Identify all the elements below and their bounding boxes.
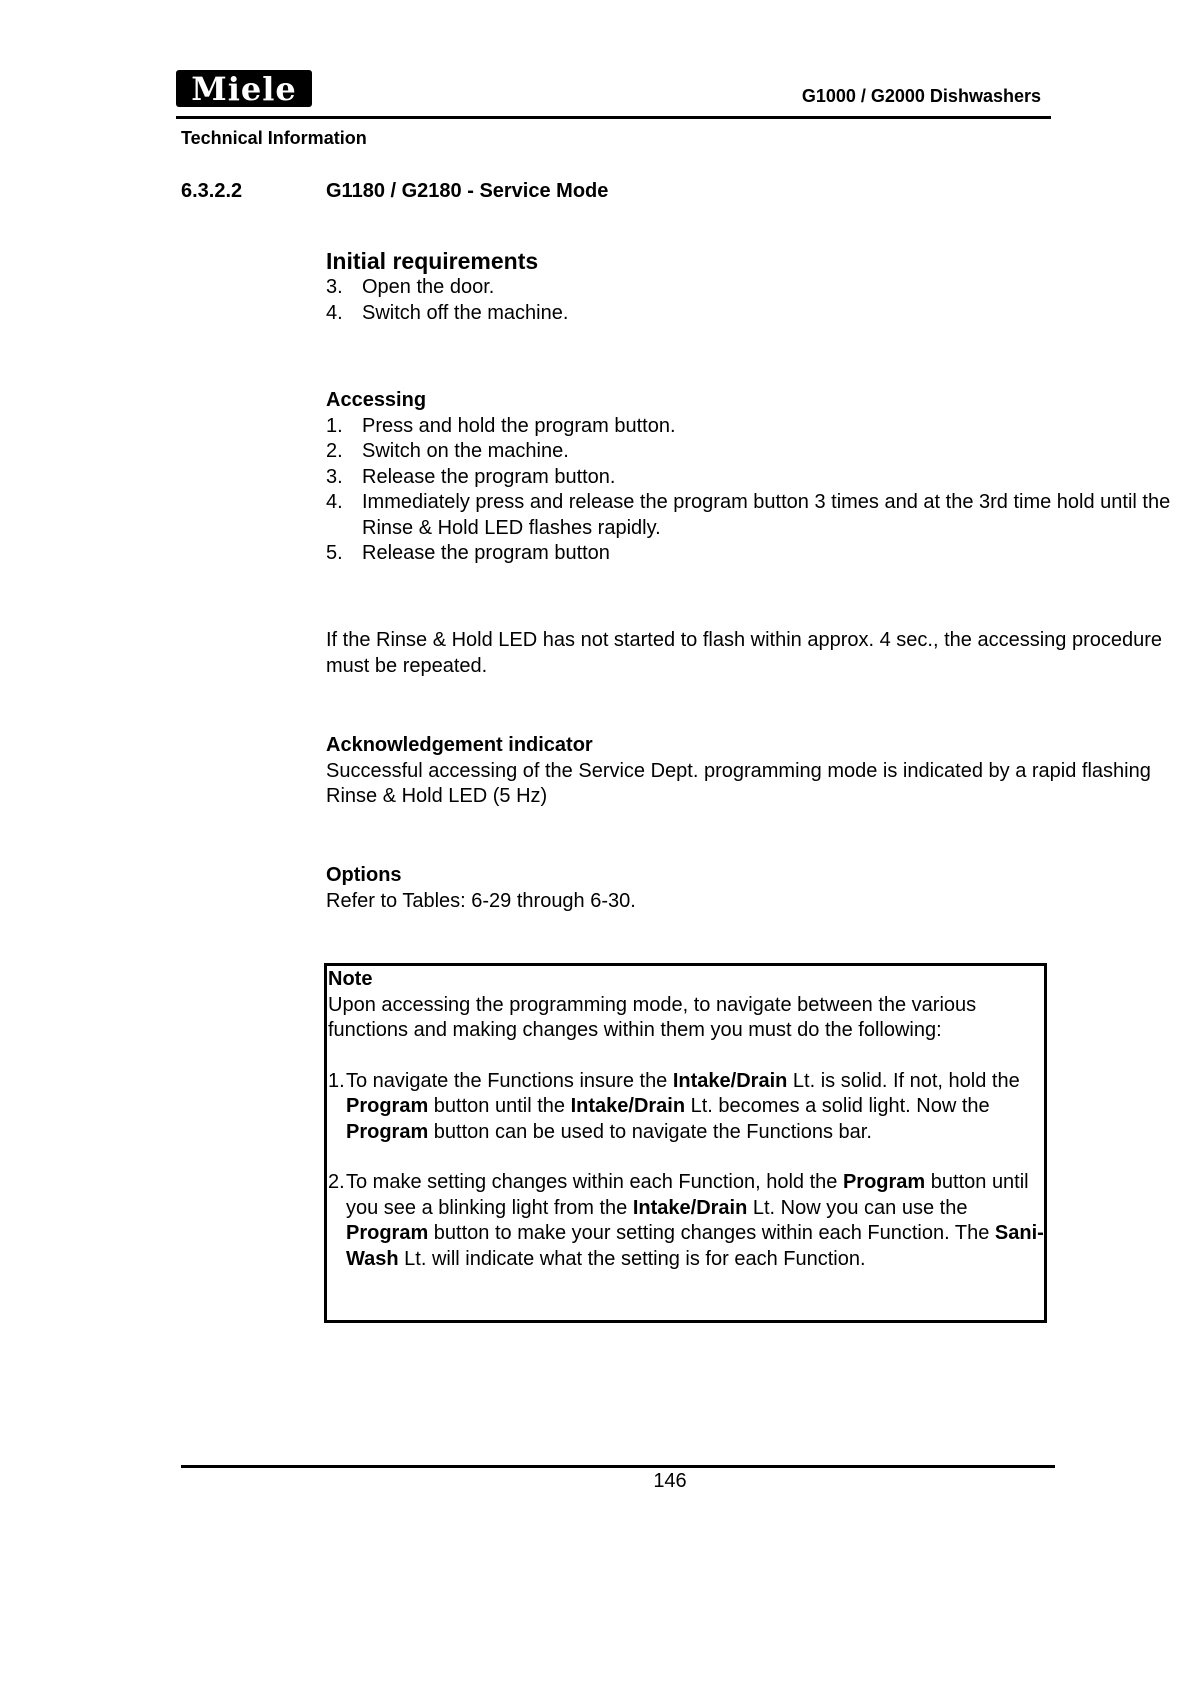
page-number: 146 xyxy=(653,1470,687,1492)
list-item xyxy=(326,414,1171,440)
acknowledgement-text: Successful accessing of the Service Dept. programming mode is indicated by a rapid flashing Rinse & Hold LED (5 Hz) xyxy=(326,759,1151,807)
header-rule xyxy=(176,116,1051,119)
miele-logo xyxy=(176,70,312,107)
note-item-2 xyxy=(328,1170,1044,1272)
list-item xyxy=(326,490,1171,541)
list-item-text: Switch off the machine. xyxy=(362,301,569,324)
acknowledgement-heading: Acknowledgement indicator xyxy=(326,734,593,756)
list-item-number: 4. xyxy=(326,301,343,324)
list-item-number: 4. xyxy=(326,491,343,513)
list-item-number: 1. xyxy=(326,414,343,437)
list-item-text: Immediately press and release the program button 3 times and at the 3rd time hold until the Rinse & Hold LED flashes rapidly. xyxy=(362,491,1171,539)
list-item-number: 2. xyxy=(326,440,343,462)
list-item-number: 3. xyxy=(326,465,343,488)
list-item xyxy=(326,465,1171,491)
list-item-text: Switch on the machine. xyxy=(362,440,569,462)
initial-requirements-list xyxy=(326,275,1171,326)
note-heading: Note xyxy=(328,968,373,990)
list-item xyxy=(326,439,1171,465)
options-text: Refer to Tables: 6-29 through 6-30. xyxy=(326,889,636,912)
list-item-text: Open the door. xyxy=(362,276,495,298)
list-item-text: Press and hold the program button. xyxy=(362,414,676,437)
document-title: G1000 / G2000 Dishwashers xyxy=(801,86,1041,106)
note-item-text: To make setting changes within each Function, hold the Program button until you see a blinking light from the Intake/Drain Lt. Now you can use the Program button to make your setting changes within each Function. The Sani-Wash Lt. will indicate what the setting is for each Function. xyxy=(346,1171,1044,1270)
section-number: 6.3.2.2 xyxy=(181,180,243,202)
acknowledgement-section xyxy=(326,733,1171,810)
list-item-number: 5. xyxy=(326,542,343,564)
accessing-list xyxy=(326,414,1171,567)
list-item-number: 3. xyxy=(326,276,343,298)
accessing-heading: Accessing xyxy=(326,389,427,411)
note-item-1 xyxy=(328,1069,1044,1146)
note-intro: Upon accessing the programming mode, to navigate between the various functions and making changes within them you must do the following: xyxy=(328,993,977,1041)
note-item-number: 2. xyxy=(328,1171,345,1193)
initial-requirements xyxy=(326,247,1171,326)
accessing-section xyxy=(326,388,1171,567)
section-label: Technical Information xyxy=(181,128,367,148)
section-title: G1180 / G2180 - Service Mode xyxy=(326,180,609,202)
options-section xyxy=(326,863,1171,914)
initial-requirements-heading: Initial requirements xyxy=(326,248,539,274)
logo-text: Miele xyxy=(191,69,297,108)
note-box xyxy=(324,963,1047,1323)
list-item xyxy=(326,541,1171,567)
note-item-text: To navigate the Functions insure the Intake/Drain Lt. is solid. If not, hold the Program button until the Intake/Drain Lt. becomes a solid light. Now the Program button can be used to navigate the Functions bar. xyxy=(346,1069,1020,1143)
options-heading: Options xyxy=(326,864,402,886)
repeat-note: If the Rinse & Hold LED has not started to flash within approx. 4 sec., the accessing procedure must be repeated. xyxy=(326,629,1163,677)
list-item-text: Release the program button. xyxy=(362,465,616,488)
list-item xyxy=(326,275,1171,301)
footer-rule xyxy=(181,1465,1055,1468)
list-item xyxy=(326,301,1171,327)
note-item-number: 1. xyxy=(328,1069,345,1092)
list-item-text: Release the program button xyxy=(362,542,610,564)
